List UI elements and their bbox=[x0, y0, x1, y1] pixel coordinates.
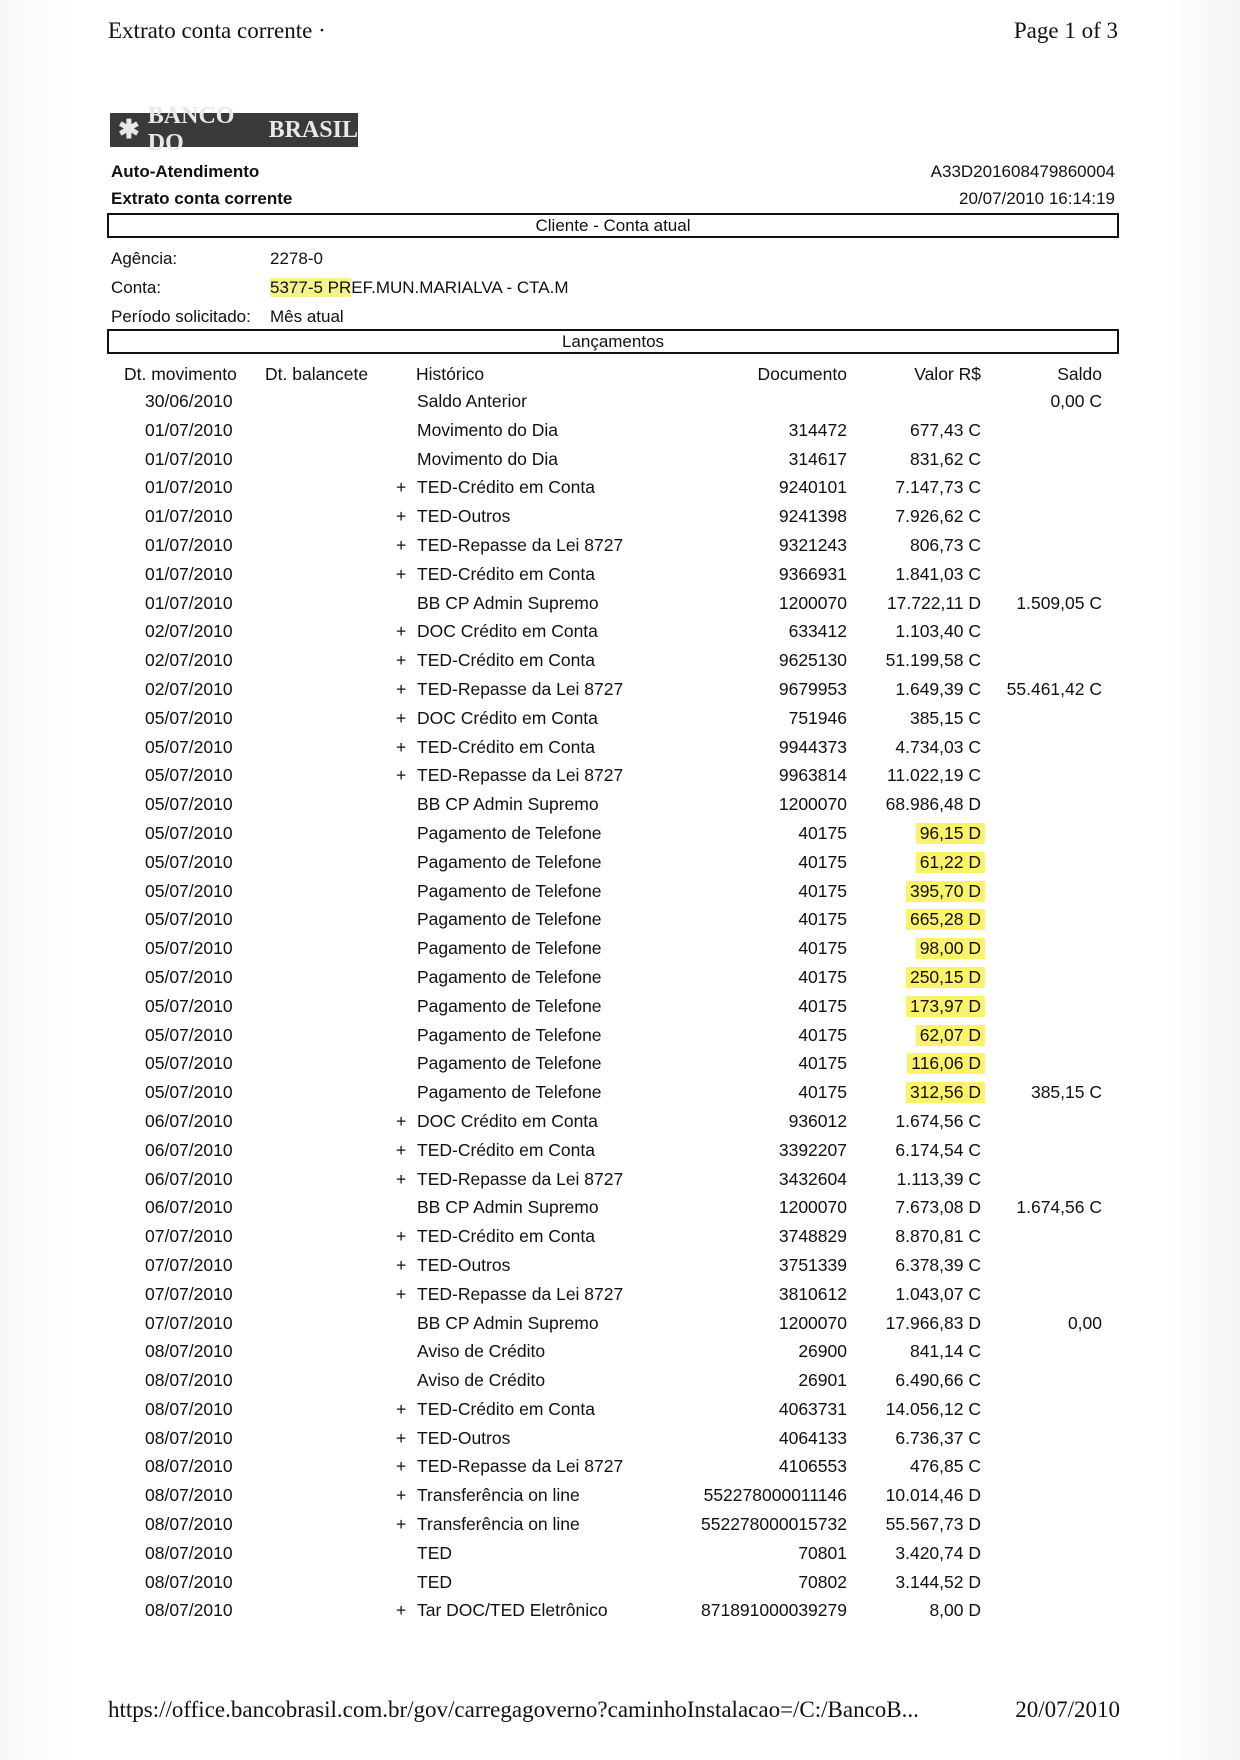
row-historico: TED-Outros bbox=[417, 1254, 511, 1275]
row-plus-sign: + bbox=[396, 707, 407, 728]
agencia-label: Agência: bbox=[111, 249, 178, 268]
row-historico: DOC Crédito em Conta bbox=[417, 707, 598, 728]
row-historico: Pagamento de Telefone bbox=[417, 880, 602, 901]
row-date: 07/07/2010 bbox=[145, 1312, 233, 1333]
row-historico: TED-Repasse da Lei 8727 bbox=[417, 1283, 624, 1304]
table-row bbox=[0, 1512, 1240, 1541]
table-row bbox=[0, 389, 1240, 418]
bb-logo-icon: ✱ bbox=[118, 115, 140, 144]
row-date: 08/07/2010 bbox=[145, 1571, 233, 1592]
row-historico: Transferência on line bbox=[417, 1485, 580, 1506]
row-valor: 3.420,74 D bbox=[895, 1542, 981, 1563]
table-row bbox=[0, 447, 1240, 476]
row-plus-sign: + bbox=[396, 1398, 407, 1419]
row-plus-sign: + bbox=[396, 563, 407, 584]
row-historico: TED-Outros bbox=[417, 1427, 511, 1448]
table-row bbox=[0, 1138, 1240, 1167]
table-row bbox=[0, 677, 1240, 706]
row-documento: 552278000011146 bbox=[703, 1485, 847, 1506]
table-row bbox=[0, 1282, 1240, 1311]
table-row bbox=[0, 1253, 1240, 1282]
row-saldo: 55.461,42 C bbox=[1006, 678, 1102, 699]
row-date: 01/07/2010 bbox=[145, 534, 233, 555]
row-plus-sign: + bbox=[396, 650, 407, 671]
row-date: 01/07/2010 bbox=[145, 448, 233, 469]
document-code: A33D201608479860004 bbox=[930, 162, 1115, 181]
row-valor: 8.870,81 C bbox=[895, 1226, 981, 1247]
row-documento: 9321243 bbox=[778, 534, 847, 555]
table-row bbox=[0, 792, 1240, 821]
row-plus-sign: + bbox=[396, 506, 407, 527]
table-row bbox=[0, 619, 1240, 648]
row-valor: 10.014,46 D bbox=[885, 1485, 981, 1506]
logo-text-brand: BRASIL bbox=[268, 116, 358, 143]
banco-do-brasil-logo bbox=[110, 103, 358, 156]
row-documento: 40175 bbox=[798, 1082, 847, 1103]
row-documento: 3751339 bbox=[778, 1254, 847, 1275]
row-documento: 40175 bbox=[798, 822, 847, 843]
conta-label: Conta: bbox=[111, 278, 162, 297]
row-valor: 312,56 D bbox=[906, 1082, 985, 1103]
col-historico: Histórico bbox=[416, 364, 485, 384]
row-historico: DOC Crédito em Conta bbox=[417, 1110, 598, 1131]
row-documento: 26900 bbox=[798, 1341, 847, 1362]
row-historico: Tar DOC/TED Eletrônico bbox=[417, 1600, 608, 1621]
row-historico: TED-Repasse da Lei 8727 bbox=[417, 765, 624, 786]
row-historico: TED-Crédito em Conta bbox=[417, 1226, 595, 1247]
row-plus-sign: + bbox=[396, 736, 407, 757]
row-plus-sign: + bbox=[396, 1427, 407, 1448]
row-documento: 40175 bbox=[798, 880, 847, 901]
row-documento: 70801 bbox=[798, 1542, 847, 1563]
document-title: Extrato conta corrente bbox=[111, 189, 293, 208]
row-date: 08/07/2010 bbox=[145, 1485, 233, 1506]
table-row bbox=[0, 1224, 1240, 1253]
row-documento: 9366931 bbox=[778, 563, 847, 584]
row-valor: 62,07 D bbox=[916, 1025, 985, 1046]
row-valor: 1.043,07 C bbox=[895, 1283, 981, 1304]
row-valor: 250,15 D bbox=[906, 967, 985, 988]
table-row bbox=[0, 1080, 1240, 1109]
row-historico: BB CP Admin Supremo bbox=[417, 794, 599, 815]
row-documento: 1200070 bbox=[778, 1197, 847, 1218]
table-row bbox=[0, 504, 1240, 533]
table-row bbox=[0, 821, 1240, 850]
row-date: 06/07/2010 bbox=[145, 1110, 233, 1131]
row-date: 02/07/2010 bbox=[145, 650, 233, 671]
row-valor: 806,73 C bbox=[909, 534, 981, 555]
row-documento: 40175 bbox=[798, 1024, 847, 1045]
row-plus-sign: + bbox=[396, 678, 407, 699]
row-valor: 17.966,83 D bbox=[885, 1312, 981, 1333]
row-date: 08/07/2010 bbox=[145, 1398, 233, 1419]
row-valor: 68.986,48 D bbox=[885, 794, 981, 815]
row-documento: 4106553 bbox=[778, 1456, 847, 1477]
col-valor: Valor R$ bbox=[914, 364, 981, 384]
row-plus-sign: + bbox=[396, 1139, 407, 1160]
row-valor: 51.199,58 C bbox=[885, 650, 981, 671]
print-header-page: Page 1 of 3 bbox=[1013, 18, 1118, 43]
row-documento: 40175 bbox=[798, 909, 847, 930]
table-row bbox=[0, 1454, 1240, 1483]
row-saldo: 1.674,56 C bbox=[1016, 1197, 1102, 1218]
row-valor: 1.674,56 C bbox=[895, 1110, 981, 1131]
service-name: Auto-Atendimento bbox=[111, 162, 260, 181]
row-plus-sign: + bbox=[396, 1600, 407, 1621]
row-plus-sign: + bbox=[396, 1110, 407, 1131]
table-row bbox=[0, 1339, 1240, 1368]
row-historico: Pagamento de Telefone bbox=[417, 909, 602, 930]
row-valor: 665,28 D bbox=[906, 909, 985, 930]
lancamentos-section-bar bbox=[107, 329, 1119, 354]
row-documento: 9625130 bbox=[778, 650, 847, 671]
row-historico: TED-Repasse da Lei 8727 bbox=[417, 1456, 624, 1477]
cliente-section-bar bbox=[107, 213, 1119, 238]
row-valor: 6.174,54 C bbox=[895, 1139, 981, 1160]
row-valor: 116,06 D bbox=[907, 1053, 985, 1074]
row-date: 06/07/2010 bbox=[145, 1197, 233, 1218]
row-documento: 871891000039279 bbox=[701, 1600, 847, 1621]
row-historico: Movimento do Dia bbox=[417, 419, 559, 440]
row-documento: 552278000015732 bbox=[701, 1514, 847, 1535]
row-date: 08/07/2010 bbox=[145, 1514, 233, 1535]
row-valor: 7.147,73 C bbox=[895, 477, 981, 498]
row-historico: TED-Outros bbox=[417, 506, 511, 527]
conta-value-rest: EF.MUN.MARIALVA - CTA.M bbox=[351, 278, 569, 297]
row-historico: TED-Crédito em Conta bbox=[417, 1398, 595, 1419]
row-valor: 841,14 C bbox=[909, 1341, 981, 1362]
conta-value bbox=[270, 278, 569, 298]
print-footer-date: 20/07/2010 bbox=[1015, 1697, 1120, 1722]
table-row bbox=[0, 763, 1240, 792]
table-row bbox=[0, 1598, 1240, 1627]
table-row bbox=[0, 1023, 1240, 1052]
row-historico: TED-Crédito em Conta bbox=[417, 477, 595, 498]
row-historico: Pagamento de Telefone bbox=[417, 851, 602, 872]
print-header-title: Extrato conta corrente · bbox=[108, 18, 326, 43]
row-historico: BB CP Admin Supremo bbox=[417, 1197, 599, 1218]
row-historico: BB CP Admin Supremo bbox=[417, 592, 599, 613]
row-date: 02/07/2010 bbox=[145, 621, 233, 642]
row-date: 05/07/2010 bbox=[145, 707, 233, 728]
row-date: 07/07/2010 bbox=[145, 1283, 233, 1304]
row-date: 07/07/2010 bbox=[145, 1226, 233, 1247]
row-documento: 40175 bbox=[798, 966, 847, 987]
table-row bbox=[0, 1311, 1240, 1340]
row-documento: 40175 bbox=[798, 938, 847, 959]
cliente-section-label: Cliente - Conta atual bbox=[535, 216, 691, 235]
row-plus-sign: + bbox=[396, 1254, 407, 1275]
table-row bbox=[0, 475, 1240, 504]
row-documento: 9679953 bbox=[778, 678, 847, 699]
row-historico: TED-Repasse da Lei 8727 bbox=[417, 1168, 624, 1189]
row-date: 07/07/2010 bbox=[145, 1254, 233, 1275]
table-row bbox=[0, 706, 1240, 735]
col-saldo: Saldo bbox=[1057, 364, 1102, 384]
row-plus-sign: + bbox=[396, 534, 407, 555]
row-plus-sign: + bbox=[396, 1283, 407, 1304]
row-documento: 3810612 bbox=[778, 1283, 847, 1304]
row-date: 08/07/2010 bbox=[145, 1341, 233, 1362]
periodo-label: Período solicitado: bbox=[111, 307, 251, 326]
table-row bbox=[0, 735, 1240, 764]
table-row bbox=[0, 1109, 1240, 1138]
row-date: 08/07/2010 bbox=[145, 1370, 233, 1391]
row-historico: Pagamento de Telefone bbox=[417, 822, 602, 843]
row-date: 05/07/2010 bbox=[145, 765, 233, 786]
row-valor: 6.490,66 C bbox=[895, 1370, 981, 1391]
row-plus-sign: + bbox=[396, 765, 407, 786]
row-plus-sign: + bbox=[396, 477, 407, 498]
row-date: 05/07/2010 bbox=[145, 938, 233, 959]
row-date: 05/07/2010 bbox=[145, 736, 233, 757]
row-date: 08/07/2010 bbox=[145, 1542, 233, 1563]
row-documento: 70802 bbox=[798, 1571, 847, 1592]
row-saldo: 0,00 C bbox=[1050, 391, 1102, 411]
row-documento: 40175 bbox=[798, 995, 847, 1016]
row-date: 08/07/2010 bbox=[145, 1600, 233, 1621]
table-row bbox=[0, 1483, 1240, 1512]
transaction-list bbox=[0, 389, 1240, 1627]
row-valor: 61,22 D bbox=[916, 852, 985, 873]
col-dt-movimento: Dt. movimento bbox=[124, 364, 237, 384]
row-valor: 385,15 C bbox=[909, 707, 981, 728]
row-historico: Saldo Anterior bbox=[417, 391, 527, 411]
table-row bbox=[0, 850, 1240, 879]
table-row bbox=[0, 533, 1240, 562]
row-valor: 3.144,52 D bbox=[895, 1571, 981, 1592]
table-row bbox=[0, 936, 1240, 965]
row-valor: 395,70 D bbox=[906, 881, 985, 902]
table-row bbox=[0, 1397, 1240, 1426]
row-valor: 11.022,19 C bbox=[886, 765, 981, 786]
row-date: 05/07/2010 bbox=[145, 794, 233, 815]
row-valor: 677,43 C bbox=[909, 419, 981, 440]
row-plus-sign: + bbox=[396, 621, 407, 642]
row-documento: 9944373 bbox=[778, 736, 847, 757]
row-date: 08/07/2010 bbox=[145, 1427, 233, 1448]
table-row bbox=[0, 907, 1240, 936]
row-historico: TED bbox=[417, 1542, 452, 1563]
row-date: 01/07/2010 bbox=[145, 419, 233, 440]
row-historico: Aviso de Crédito bbox=[417, 1370, 546, 1391]
table-row bbox=[0, 1195, 1240, 1224]
row-historico: Pagamento de Telefone bbox=[417, 938, 602, 959]
row-documento: 26901 bbox=[798, 1370, 847, 1391]
row-date: 02/07/2010 bbox=[145, 678, 233, 699]
row-valor: 173,97 D bbox=[906, 996, 985, 1017]
row-documento: 4063731 bbox=[778, 1398, 847, 1419]
row-historico: TED bbox=[417, 1571, 452, 1592]
row-documento: 3392207 bbox=[778, 1139, 847, 1160]
table-row bbox=[0, 418, 1240, 447]
table-row bbox=[0, 562, 1240, 591]
table-row bbox=[0, 1368, 1240, 1397]
col-documento: Documento bbox=[757, 364, 847, 384]
row-plus-sign: + bbox=[396, 1514, 407, 1535]
row-documento: 3748829 bbox=[778, 1226, 847, 1247]
row-date: 05/07/2010 bbox=[145, 1024, 233, 1045]
table-row bbox=[0, 1426, 1240, 1455]
row-documento: 1200070 bbox=[778, 794, 847, 815]
row-historico: Pagamento de Telefone bbox=[417, 995, 602, 1016]
row-valor: 98,00 D bbox=[916, 938, 985, 959]
row-date: 05/07/2010 bbox=[145, 909, 233, 930]
row-valor: 1.113,39 C bbox=[896, 1168, 981, 1189]
row-historico: TED-Crédito em Conta bbox=[417, 736, 595, 757]
row-documento: 314472 bbox=[788, 419, 847, 440]
row-documento: 633412 bbox=[788, 621, 847, 642]
row-historico: Pagamento de Telefone bbox=[417, 1053, 602, 1074]
row-historico: Pagamento de Telefone bbox=[417, 1024, 602, 1045]
row-date: 05/07/2010 bbox=[145, 880, 233, 901]
document-datetime: 20/07/2010 16:14:19 bbox=[959, 189, 1115, 208]
row-valor: 7.673,08 D bbox=[895, 1197, 981, 1218]
row-historico: TED-Crédito em Conta bbox=[417, 1139, 595, 1160]
periodo-value: Mês atual bbox=[270, 307, 344, 326]
row-documento: 40175 bbox=[798, 851, 847, 872]
logo-text-main: BANCO DO bbox=[147, 103, 235, 156]
row-historico: Aviso de Crédito bbox=[417, 1341, 546, 1362]
row-date: 05/07/2010 bbox=[145, 1053, 233, 1074]
row-valor: 6.736,37 C bbox=[895, 1427, 981, 1448]
row-documento: 936012 bbox=[788, 1110, 847, 1131]
row-documento: 9241398 bbox=[778, 506, 847, 527]
row-documento: 4064133 bbox=[778, 1427, 847, 1448]
row-date: 01/07/2010 bbox=[145, 563, 233, 584]
row-saldo: 385,15 C bbox=[1030, 1082, 1102, 1103]
table-row bbox=[0, 879, 1240, 908]
row-date: 01/07/2010 bbox=[145, 477, 233, 498]
agencia-value: 2278-0 bbox=[270, 249, 323, 268]
row-documento: 1200070 bbox=[778, 592, 847, 613]
row-documento: 751946 bbox=[788, 707, 847, 728]
row-documento: 40175 bbox=[798, 1053, 847, 1074]
row-historico: TED-Crédito em Conta bbox=[417, 563, 595, 584]
col-dt-balancete: Dt. balancete bbox=[265, 364, 369, 384]
row-documento: 1200070 bbox=[778, 1312, 847, 1333]
table-row bbox=[0, 1570, 1240, 1599]
print-footer-url: https://office.bancobrasil.com.br/gov/carregagoverno?caminhoInstalacao=/C:/BancoB... bbox=[108, 1697, 919, 1722]
row-historico: TED-Repasse da Lei 8727 bbox=[417, 534, 624, 555]
table-row bbox=[0, 648, 1240, 677]
row-plus-sign: + bbox=[396, 1456, 407, 1477]
row-historico: Pagamento de Telefone bbox=[417, 1082, 602, 1103]
row-documento: 314617 bbox=[788, 448, 847, 469]
row-valor: 7.926,62 C bbox=[895, 506, 981, 527]
row-valor: 1.841,03 C bbox=[895, 563, 981, 584]
row-plus-sign: + bbox=[396, 1485, 407, 1506]
row-date: 06/07/2010 bbox=[145, 1168, 233, 1189]
row-documento: 9240101 bbox=[778, 477, 847, 498]
row-valor: 1.649,39 C bbox=[895, 678, 981, 699]
row-date: 01/07/2010 bbox=[145, 506, 233, 527]
row-documento: 3432604 bbox=[778, 1168, 847, 1189]
row-valor: 831,62 C bbox=[909, 448, 981, 469]
row-valor: 14.056,12 C bbox=[885, 1398, 981, 1419]
row-historico: TED-Repasse da Lei 8727 bbox=[417, 678, 624, 699]
table-row bbox=[0, 1541, 1240, 1570]
row-historico: Movimento do Dia bbox=[417, 448, 559, 469]
row-valor: 1.103,40 C bbox=[895, 621, 981, 642]
row-date: 30/06/2010 bbox=[145, 391, 233, 411]
row-historico: Transferência on line bbox=[417, 1514, 580, 1535]
row-date: 05/07/2010 bbox=[145, 851, 233, 872]
row-valor: 6.378,39 C bbox=[895, 1254, 981, 1275]
row-date: 06/07/2010 bbox=[145, 1139, 233, 1160]
table-row bbox=[0, 965, 1240, 994]
row-valor: 96,15 D bbox=[916, 823, 985, 844]
row-saldo: 0,00 bbox=[1067, 1312, 1102, 1333]
lancamentos-section-label: Lançamentos bbox=[561, 332, 665, 351]
row-date: 08/07/2010 bbox=[145, 1456, 233, 1477]
row-historico: Pagamento de Telefone bbox=[417, 966, 602, 987]
row-historico: TED-Crédito em Conta bbox=[417, 650, 595, 671]
row-valor: 4.734,03 C bbox=[895, 736, 981, 757]
row-date: 05/07/2010 bbox=[145, 966, 233, 987]
row-historico: DOC Crédito em Conta bbox=[417, 621, 598, 642]
row-valor: 17.722,11 D bbox=[886, 592, 981, 613]
conta-value-highlighted: 5377-5 PR bbox=[270, 278, 352, 297]
row-plus-sign: + bbox=[396, 1168, 407, 1189]
row-documento: 9963814 bbox=[778, 765, 847, 786]
row-historico: BB CP Admin Supremo bbox=[417, 1312, 599, 1333]
row-date: 05/07/2010 bbox=[145, 822, 233, 843]
table-row bbox=[0, 994, 1240, 1023]
row-date: 01/07/2010 bbox=[145, 592, 233, 613]
table-row bbox=[0, 1167, 1240, 1196]
table-row bbox=[0, 591, 1240, 620]
row-plus-sign: + bbox=[396, 1226, 407, 1247]
row-saldo: 1.509,05 C bbox=[1016, 592, 1102, 613]
row-date: 05/07/2010 bbox=[145, 995, 233, 1016]
row-valor: 55.567,73 D bbox=[885, 1514, 981, 1535]
table-row bbox=[0, 1051, 1240, 1080]
row-date: 05/07/2010 bbox=[145, 1082, 233, 1103]
row-valor: 8,00 D bbox=[929, 1600, 981, 1621]
row-valor: 476,85 C bbox=[909, 1456, 981, 1477]
